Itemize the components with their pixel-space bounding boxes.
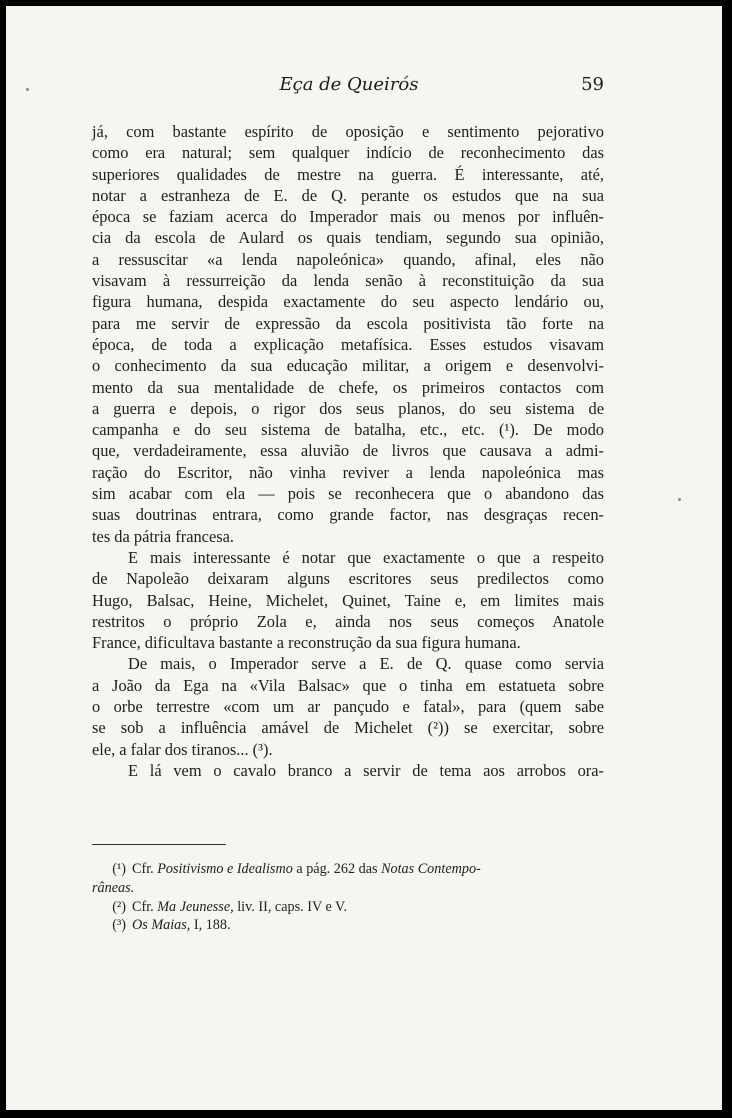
- text-line: como era natural; sem qualquer indício de reconhecimento das: [92, 143, 604, 163]
- text-line: sim acabar com ela — pois se reconhecera que o abandono das: [92, 484, 604, 504]
- text-line: tes da pátria francesa.: [92, 526, 234, 546]
- footnote-title: Ma Jeunesse,: [157, 898, 234, 915]
- body-text: [92, 121, 604, 781]
- footnote-mark: (²): [112, 898, 126, 915]
- scan-speck: [678, 498, 681, 501]
- footnotes: [92, 860, 604, 935]
- running-title: Eça de Queirós: [279, 74, 419, 95]
- text-line: De mais, o Imperador serve a E. de Q. quase como servia: [128, 654, 604, 674]
- book-page: [6, 6, 722, 1110]
- text-line: época, de toda a explicação metafísica. Esses estudos visavam: [92, 334, 604, 354]
- text-line: época se faziam acerca do Imperador mais ou menos por influên-: [92, 207, 604, 227]
- page-number: 59: [581, 74, 604, 95]
- footnote-text: liv. II, caps. IV e V.: [237, 898, 348, 915]
- text-line: cia da escola de Aulard os quais tendiam, segundo sua opinião,: [92, 228, 604, 248]
- page-header: [94, 74, 604, 104]
- footnote-mark: (³): [112, 917, 126, 934]
- footnote-text: I, 188.: [193, 917, 231, 934]
- text-line: ração do Escritor, não vinha reviver a lenda napoleónica mas: [92, 462, 604, 482]
- text-line: o conhecimento da sua educação militar, a origem e desenvolvi-: [92, 356, 604, 376]
- footnote-text: Cfr.: [132, 861, 154, 877]
- footnote-2: [92, 898, 604, 917]
- text-line: se sob a influência amável de Michelet (²)) se exercitar, sobre: [92, 718, 604, 738]
- footnote-title: Notas Contempo-: [381, 861, 481, 877]
- text-line: E lá vem o cavalo branco a servir de tema aos arrobos ora-: [128, 760, 604, 780]
- footnote-text: a pág. 262 das: [296, 861, 378, 877]
- footnote-text: Cfr.: [132, 898, 154, 915]
- text-line: a guerra e depois, o rigor dos seus planos, do seu sistema de: [92, 398, 604, 418]
- footnote-title: râneas.: [92, 879, 135, 896]
- text-line: mento da sua mentalidade de chefe, os primeiros contactos com: [92, 377, 604, 397]
- text-line: a ressuscitar «a lenda napoleónica» quando, afinal, eles não: [92, 249, 604, 269]
- footnote-1: [92, 860, 604, 879]
- text-line: Hugo, Balsac, Heine, Michelet, Quinet, Taine e, em limites mais: [92, 590, 604, 610]
- footnote-title: Positivismo e Idealismo: [157, 861, 293, 877]
- scan-speck: [26, 88, 29, 91]
- footnote-title: Os Maias,: [132, 917, 191, 934]
- text-line: visavam à ressurreição da lenda senão à reconstituição da sua: [92, 271, 604, 291]
- text-line: restritos o próprio Zola e, ainda nos seus começos Anatole: [92, 611, 604, 631]
- text-line: campanha e do seu sistema de batalha, etc., etc. (¹). De modo: [92, 420, 604, 440]
- text-line: notar a estranheza de E. de Q. perante os estudos que na sua: [92, 185, 604, 205]
- text-line: ele, a falar dos tiranos... (³).: [92, 739, 273, 759]
- text-line: de Napoleão deixaram alguns escritores seus predilectos como: [92, 569, 604, 589]
- text-line: que, verdadeiramente, essa aluvião de livros que causava a admi-: [92, 441, 604, 461]
- text-line: E mais interessante é notar que exactamente o que a respeito: [128, 547, 604, 567]
- footnote-mark: (¹): [112, 861, 126, 877]
- text-line: já, com bastante espírito de oposição e sentimento pejorativo: [92, 122, 604, 141]
- text-line: o orbe terrestre «com um ar pançudo e fatal», para (quem sabe: [92, 697, 604, 717]
- text-line: France, dificultava bastante a reconstrução da sua figura humana.: [92, 633, 521, 653]
- footnote-1-continued: [92, 879, 604, 898]
- text-line: figura humana, despida exactamente do seu aspecto lendário ou,: [92, 292, 604, 312]
- text-line: superiores qualidades de mestre na guerra. É interessante, até,: [92, 164, 604, 184]
- text-line: suas doutrinas entrara, como grande factor, nas desgraças recen-: [92, 505, 604, 525]
- text-line: para me servir de expressão da escola positivista tão forte na: [92, 313, 604, 333]
- footnote-3: [92, 916, 604, 935]
- footnote-divider: [92, 844, 226, 845]
- text-line: a João da Ega na «Vila Balsac» que o tinha em estatueta sobre: [92, 675, 604, 695]
